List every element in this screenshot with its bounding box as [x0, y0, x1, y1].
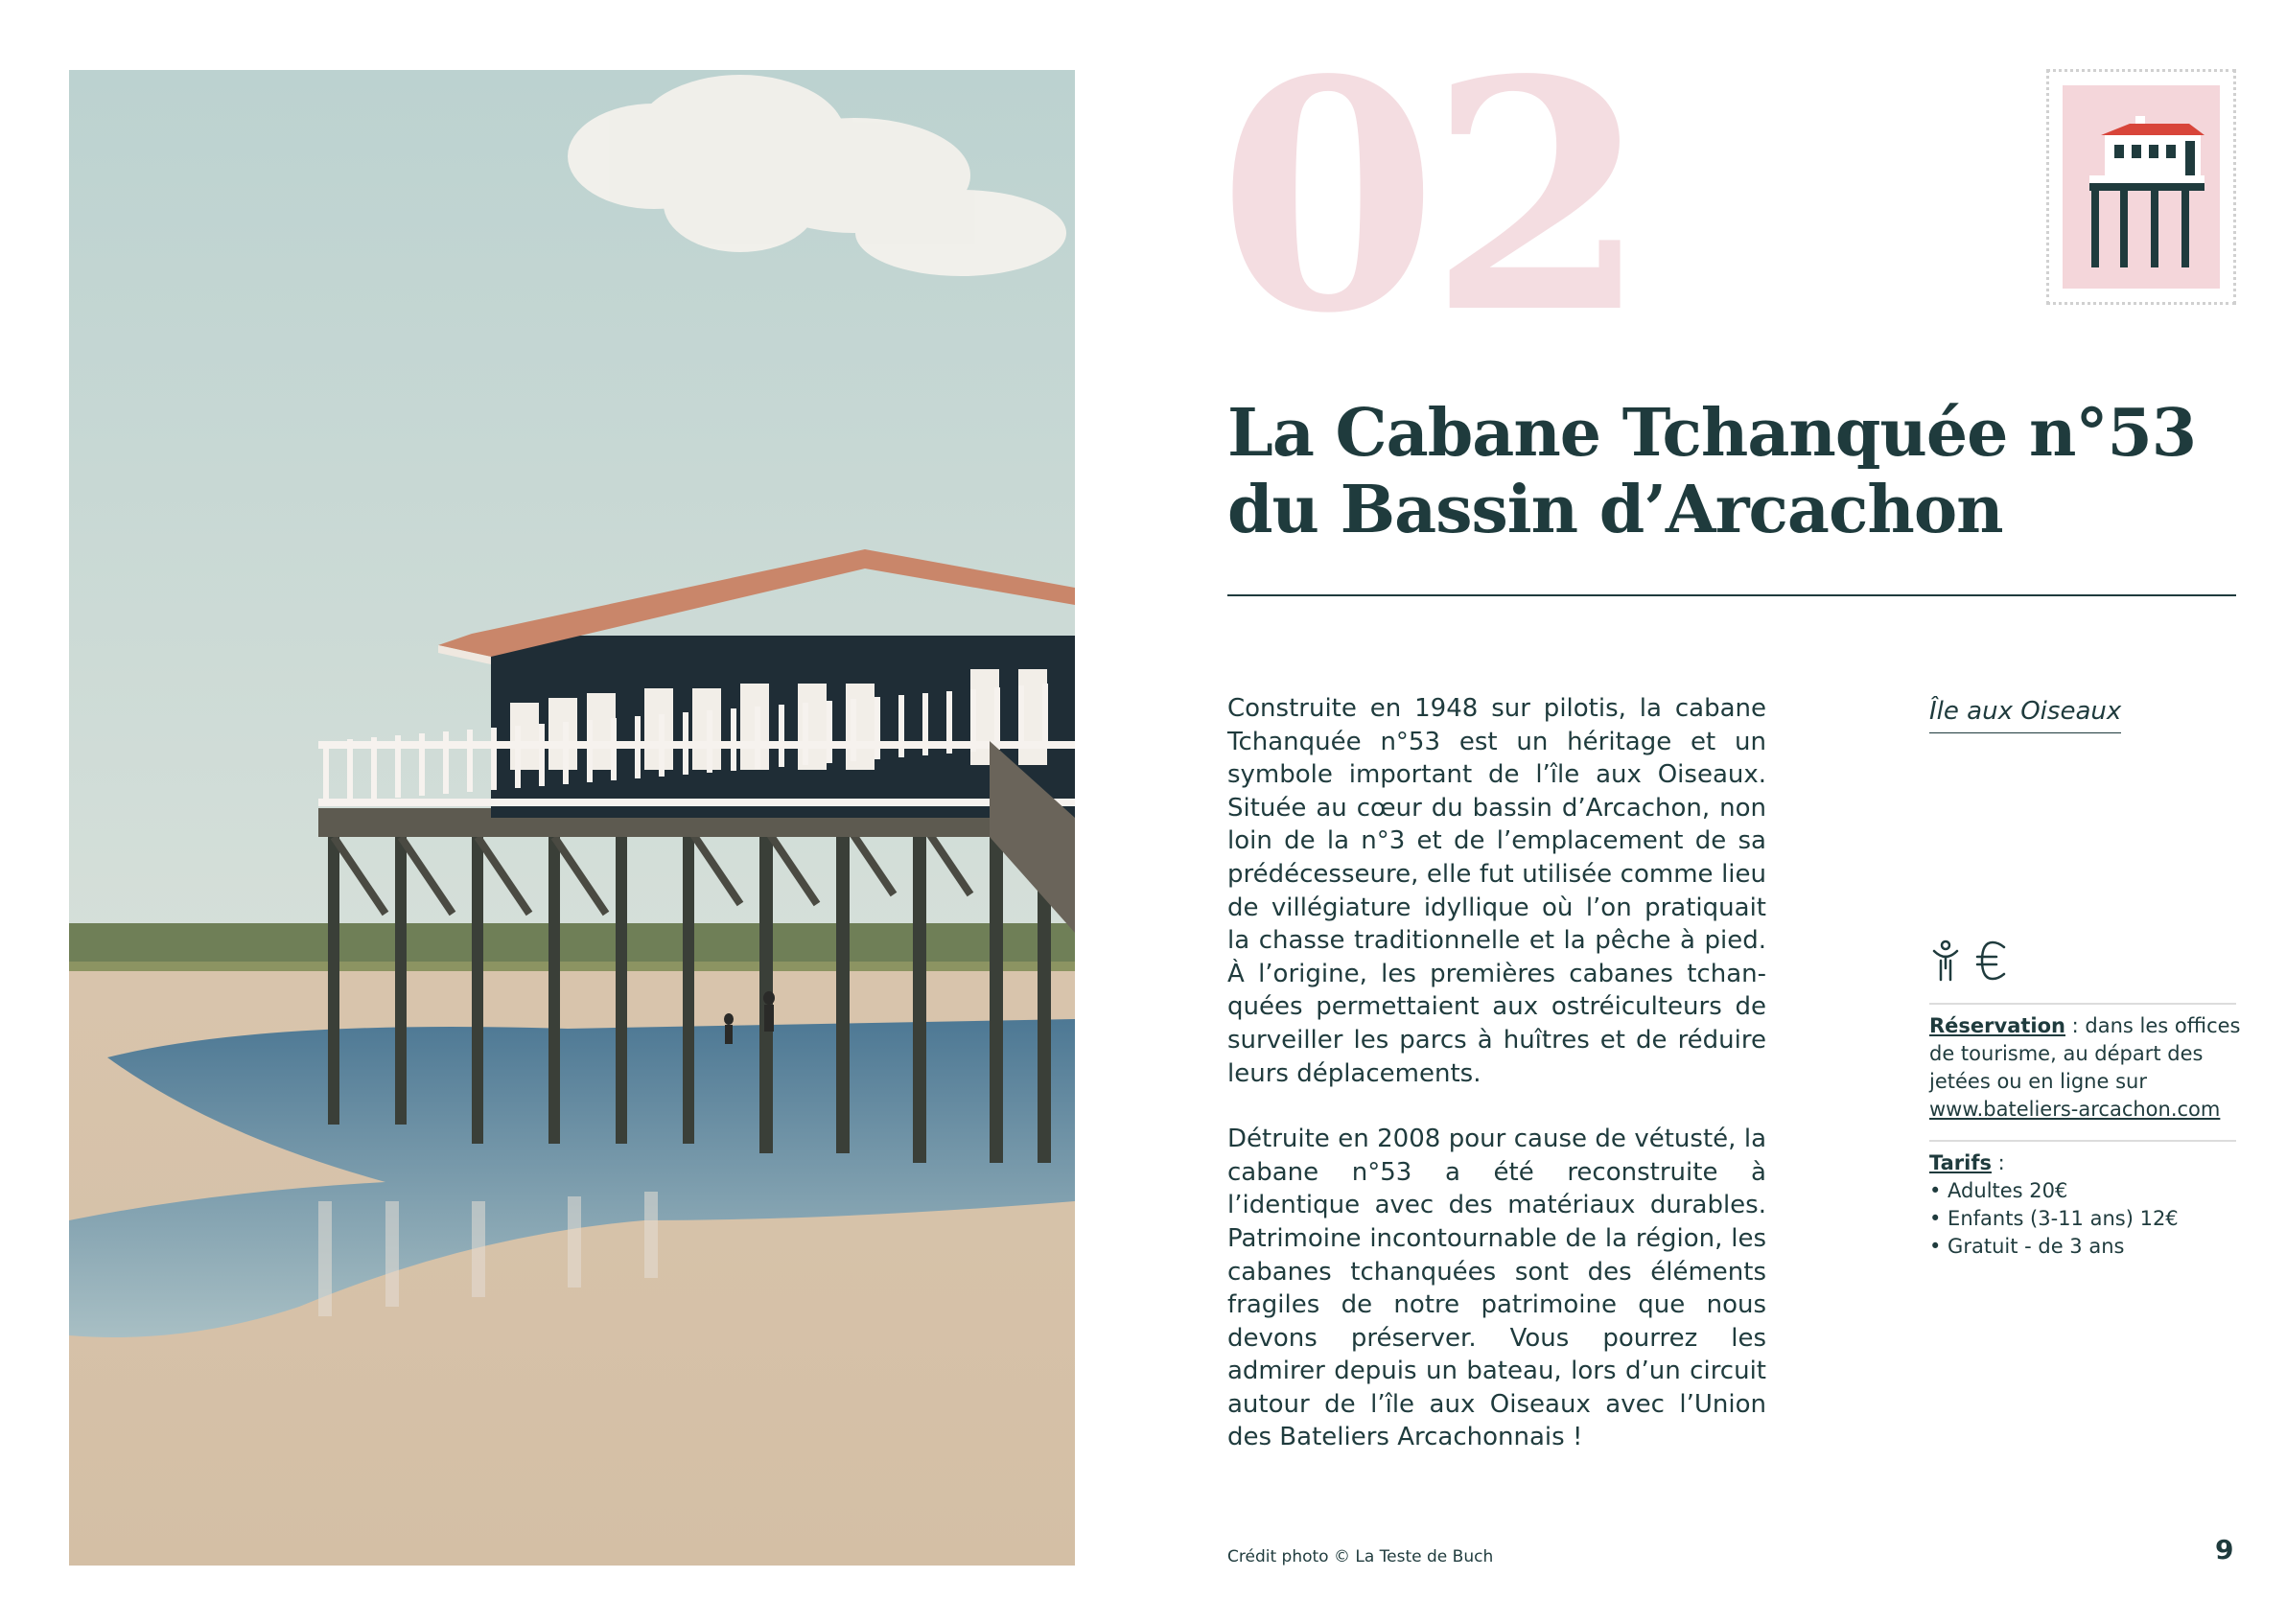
body-paragraph-2: Détruite en 2008 pour cause de vétusté, la cabane n°53 a été reconstruite à l’identique avec des matériaux durables. Patrimoine incontournable de la région, les cabanes tchanquées sont des éléments fragiles de notre patrimoine que nous devons préserver. Vous pourrez les admirer depuis un bateau, lors d’un circuit autour de l’île aux Oiseaux avec l’Union des Bateliers Arcachonnais !	[1227, 1125, 1766, 1452]
tarifs-info	[1929, 1149, 2246, 1261]
body-text	[1227, 692, 1766, 1487]
photo-credit: Crédit photo © La Teste de Buch	[1227, 1547, 1494, 1566]
cabane-photo	[69, 70, 1075, 1566]
tarifs-label: Tarifs	[1929, 1151, 1992, 1174]
place-link[interactable]: Île aux Oiseaux	[1929, 692, 2121, 733]
title-line-1: La Cabane Tchanquée n°53	[1227, 395, 2197, 472]
title-divider	[1227, 594, 2236, 596]
reservation-text: : dans les offices de tourisme, au départ des jetées ou en ligne sur	[1929, 1014, 2241, 1093]
cabane-icon	[2063, 85, 2220, 289]
tarif-adultes: • Adultes 20€	[1929, 1179, 2068, 1202]
stamp-illustration	[2046, 69, 2236, 305]
sidebar-divider-1	[1929, 1003, 2236, 1005]
tarifs-suffix: :	[1991, 1151, 2005, 1174]
title-line-2: du Bassin d’Arcachon	[1227, 472, 2003, 548]
body-paragraph-1: Construite en 1948 sur pilotis, la cabane Tchanquée n°53 est un héritage et un symbole important de l’île aux Oiseaux. Située au cœur du bassin d’Arcachon, non loin de la n°3 et de l’emplacement de sa prédécesseure, elle fut utilisée comme lieu de villégiature idyllique où l’on pratiquait la chasse traditionnelle et la pêche à pied. À l’origine, les premières cabanes tchan-quées permettaient aux ostréiculteurs de surveiller les parcs à huîtres et de réduire leurs déplacements.	[1227, 694, 1766, 1088]
reservation-label: Réservation	[1929, 1014, 2065, 1037]
reservation-info	[1929, 1012, 2246, 1124]
euro-icon	[1975, 940, 2010, 986]
info-icons	[1929, 940, 2025, 986]
reservation-link[interactable]: www.bateliers-arcachon.com	[1929, 1098, 2221, 1121]
page-title	[1227, 395, 2197, 548]
family-icon	[1929, 940, 1962, 986]
tarif-gratuit: • Gratuit - de 3 ans	[1929, 1235, 2125, 1258]
sidebar-divider-2	[1929, 1140, 2236, 1142]
section-number: 02	[1218, 11, 1640, 383]
page-number: 9	[2215, 1534, 2234, 1566]
tarif-enfants: • Enfants (3-11 ans) 12€	[1929, 1207, 2179, 1230]
